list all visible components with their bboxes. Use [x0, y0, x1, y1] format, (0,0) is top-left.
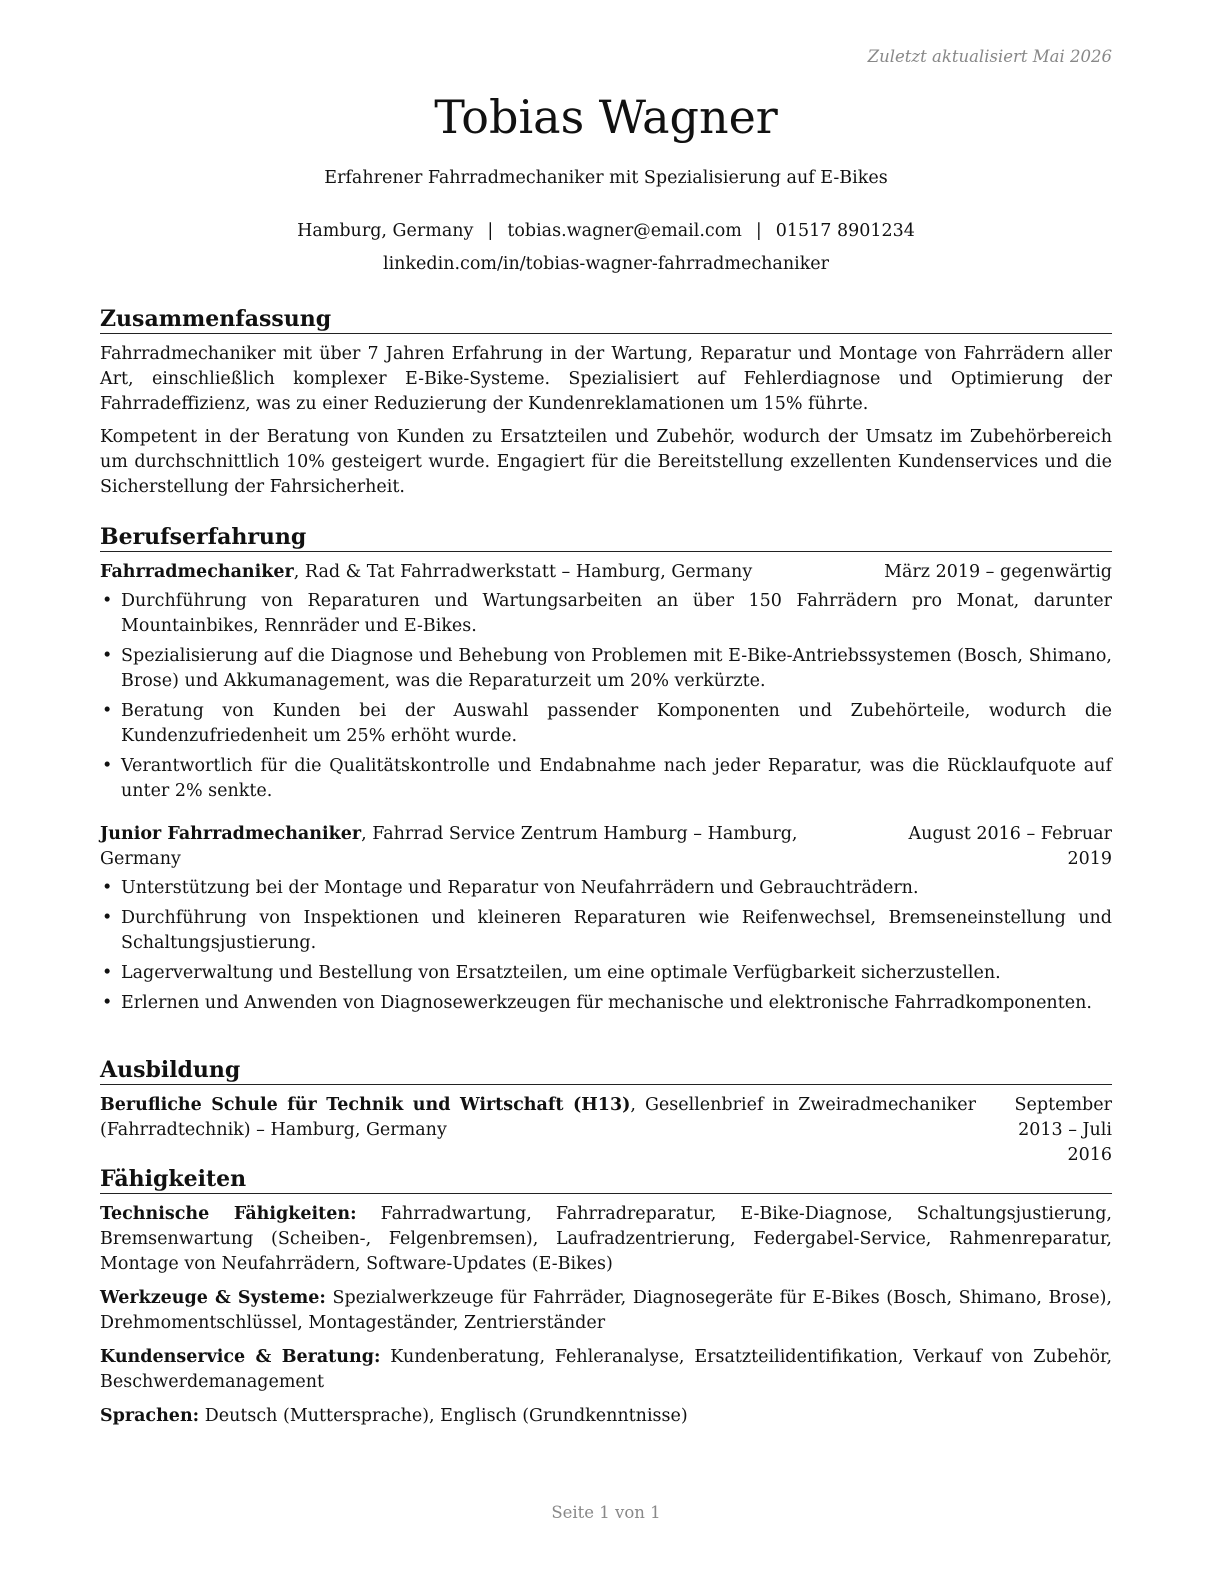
- section-title-summary: Zusammenfassung: [100, 305, 1112, 334]
- job-role: Junior Fahrradmechaniker: [100, 824, 362, 844]
- skill-text: Deutsch (Muttersprache), Englisch (Grundkenntnisse): [199, 1406, 688, 1426]
- experience-section: [100, 523, 1112, 1021]
- job-dates: März 2019 – gegenwärtig: [884, 562, 1112, 582]
- skill-label: Kundenservice & Beratung:: [100, 1347, 381, 1367]
- job-entry: [100, 560, 1112, 804]
- job-role: Fahrradmechaniker: [100, 562, 294, 582]
- candidate-name: Tobias Wagner: [434, 90, 778, 144]
- education-dates: September 2013 – Juli 2016: [1014, 1095, 1112, 1165]
- school-name: Berufliche Schule für Technik und Wirtschaft (H13): [100, 1095, 631, 1115]
- skill-group: [100, 1404, 1112, 1429]
- linkedin-link[interactable]: linkedin.com/in/tobias-wagner-fahrradmechaniker: [382, 254, 830, 274]
- job-bullets: [100, 876, 1112, 1016]
- degree: , Gesellenbrief in Zweiradmechaniker (Fahrradtechnik) – Hamburg, Germany: [100, 1095, 976, 1140]
- skill-text: Fahrradwartung, Fahrradreparatur, E-Bike-Diagnose, Schaltungsjustierung, Bremsenwartung (Scheiben-, Felgenbremsen), Laufradzentrierung, Federgabel-Service, Rahmenreparatur, Montage von Neufahrrädern, Software-Updates (E-Bikes): [100, 1204, 1112, 1274]
- list-item: • Lagerverwaltung und Bestellung von Ersatzteilen, um eine optimale Verfügbarkeit sicherzustellen.: [100, 961, 1112, 986]
- list-item: • Beratung von Kunden bei der Auswahl passender Komponenten und Zubehörteile, wodurch die Kundenzufriedenheit um 25% erhöht wurde.: [100, 699, 1112, 749]
- resume-page: [100, 0, 1112, 1584]
- skill-group: [100, 1286, 1112, 1336]
- education-detail: [100, 1093, 976, 1168]
- job-entry: [100, 822, 1112, 1016]
- summary-paragraph: Fahrradmechaniker mit über 7 Jahren Erfahrung in der Wartung, Reparatur und Montage von Fahrrädern aller Art, einschließlich komplexer E-Bike-Systeme. Spezialisiert auf Fehlerdiagnose und Optimierung der Fahrradeffizienz, was zu einer Reduzierung der Kundenreklamationen um 15% führte.: [100, 344, 1112, 414]
- skills-section: [100, 1165, 1112, 1438]
- location: Hamburg, Germany: [297, 221, 474, 241]
- skill-text: Spezialwerkzeuge für Fahrräder, Diagnosegeräte für E-Bikes (Bosch, Shimano, Brose), Drehmomentschlüssel, Montageständer, Zentrierständer: [100, 1288, 1112, 1333]
- phone-number: 01517 8901234: [775, 221, 915, 241]
- separator: |: [487, 221, 494, 241]
- job-bullets: [100, 589, 1112, 804]
- job-company: , Rad & Tat Fahrradwerkstatt – Hamburg, Germany: [293, 562, 753, 582]
- list-item: • Verantwortlich für die Qualitätskontrolle und Endabnahme nach jeder Reparatur, was die Rücklaufquote auf unter 2% senkte.: [100, 754, 1112, 804]
- skill-label: Sprachen:: [100, 1406, 200, 1426]
- headline: Erfahrener Fahrradmechaniker mit Spezialisierung auf E-Bikes: [324, 168, 888, 188]
- skill-label: Werkzeuge & Systeme:: [100, 1288, 326, 1308]
- list-item: • Spezialisierung auf die Diagnose und Behebung von Problemen mit E-Bike-Antriebssystemen (Bosch, Shimano, Brose) und Akkumanagement, was die Reparaturzeit um 20% verkürzte.: [100, 644, 1112, 694]
- contact-line: [100, 219, 1112, 244]
- skill-group: [100, 1202, 1112, 1277]
- job-header: [100, 822, 1112, 872]
- section-title-skills: Fähigkeiten: [100, 1165, 1112, 1194]
- job-title-line: [100, 560, 884, 585]
- job-header: [100, 560, 1112, 585]
- job-company: , Fahrrad Service Zentrum Hamburg – Hamburg, Germany: [100, 824, 798, 869]
- section-title-education: Ausbildung: [100, 1056, 1112, 1085]
- email-link[interactable]: tobias.wagner@email.com: [507, 221, 742, 241]
- skill-label: Technische Fähigkeiten:: [100, 1204, 357, 1224]
- section-title-experience: Berufserfahrung: [100, 523, 1112, 552]
- education-entry: [100, 1093, 1112, 1168]
- skill-text: Kundenberatung, Fehleranalyse, Ersatzteilidentifikation, Verkauf von Zubehör, Beschwerdemanagement: [100, 1347, 1113, 1392]
- job-dates: August 2016 – Februar 2019: [908, 824, 1112, 869]
- summary-paragraph: Kompetent in der Beratung von Kunden zu Ersatzteilen und Zubehör, wodurch der Umsatz im Zubehörbereich um durchschnittlich 10% gesteigert wurde. Engagiert für die Bereitstellung exzellenten Kundenservices und die Sicherstellung der Fahrsicherheit.: [100, 427, 1112, 497]
- page-number: Seite 1 von 1: [551, 1503, 661, 1522]
- last-updated: Zuletzt aktualisiert Mai 2026: [867, 47, 1112, 66]
- list-item: • Unterstützung bei der Montage und Reparatur von Neufahrrädern und Gebrauchträdern.: [100, 876, 1112, 901]
- separator: |: [755, 221, 762, 241]
- list-item: • Durchführung von Inspektionen und kleineren Reparaturen wie Reifenwechsel, Bremseneinstellung und Schaltungsjustierung.: [100, 906, 1112, 956]
- summary-section: [100, 305, 1112, 508]
- education-section: [100, 1056, 1112, 1168]
- list-item: • Durchführung von Reparaturen und Wartungsarbeiten an über 150 Fahrrädern pro Monat, darunter Mountainbikes, Rennräder und E-Bikes.: [100, 589, 1112, 639]
- list-item: • Erlernen und Anwenden von Diagnosewerkzeugen für mechanische und elektronische Fahrradkomponenten.: [100, 991, 1112, 1016]
- skill-group: [100, 1345, 1112, 1395]
- job-title-line: [100, 822, 872, 872]
